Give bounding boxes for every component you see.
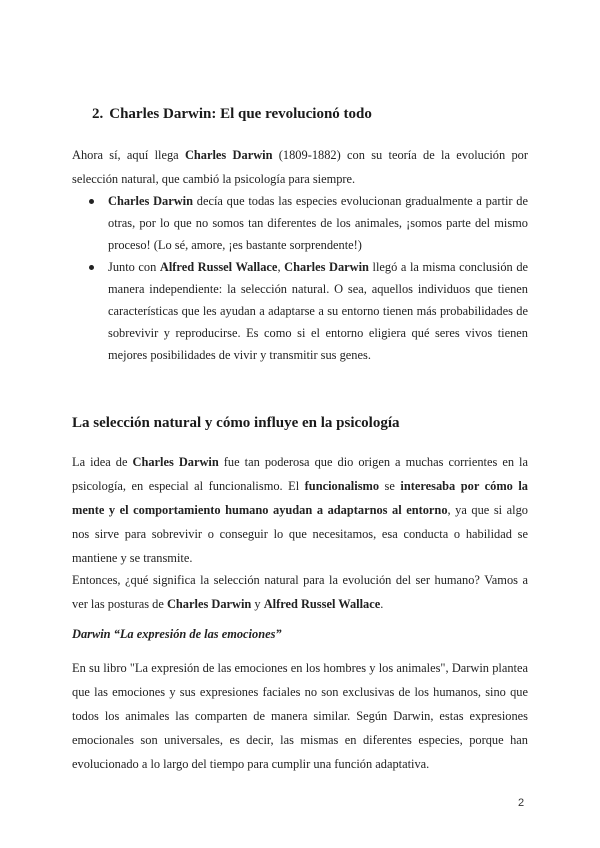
subsection-heading: La selección natural y cómo influye en la psicología <box>72 415 400 431</box>
text-run: se <box>379 479 401 493</box>
bullet-list <box>72 190 528 366</box>
bold-phrase: interesaba por cómo la mente y el comportamiento humano ayudan a adaptarnos al entorno <box>72 479 528 517</box>
list-item <box>72 190 528 256</box>
page-number: 2 <box>518 797 525 809</box>
bold-term: funcionalismo <box>304 479 380 493</box>
text-run: Ahora sí, aquí llega <box>72 148 185 162</box>
bold-name: Alfred Russel Wallace <box>263 597 381 611</box>
bullet-icon <box>89 265 94 270</box>
bold-name: Charles Darwin <box>132 455 219 469</box>
question-paragraph <box>72 568 528 616</box>
text-run: (1809-1882) con su teoría de la evolución por selección natural, que cambió la psicología para siempre. <box>72 148 528 186</box>
text-run: Junto con <box>108 260 160 274</box>
text-run: Entonces, ¿qué significa la selección natural para la evolución del ser humano? Vamos a ver las posturas de <box>72 573 528 611</box>
italic-subheading: Darwin “La expresión de las emociones” <box>72 627 282 641</box>
text-run: , <box>277 260 285 274</box>
bold-name: Charles Darwin <box>284 260 369 274</box>
section-heading <box>92 106 372 123</box>
text-run: llegó a la misma conclusión de manera independiente: la selección natural. O sea, aquellos individuos que tienen características que les ayudan a adaptarse a su entorno tienen más probabilidades de sobrevivir y reproducirse. Es como si el entorno eligiera qué seres vivos tienen mejores posibilidades de vivir y transmitir sus genes. <box>108 260 529 362</box>
functionalism-paragraph <box>72 450 528 570</box>
text-run: fue tan poderosa que dio origen a muchas corrientes en la psicología, en especial al funcionalismo. El <box>72 455 528 493</box>
text-run: La idea de <box>72 455 133 469</box>
section-number: 2. <box>92 106 104 122</box>
text-run: y <box>251 597 264 611</box>
emotions-paragraph: En su libro "La expresión de las emociones en los hombres y los animales", Darwin plantea que las emociones y sus expresiones faciales no son exclusivas de los humanos, sino que todos los animales las comparten de manera similar. Según Darwin, estas expresiones emocionales son universales, es decir, las mismas en diferentes especies, porque han evolucionado a lo largo del tiempo para cumplir una función adaptativa. <box>72 661 528 771</box>
bold-name: Charles Darwin <box>108 194 193 208</box>
bold-name: Charles Darwin <box>166 597 252 611</box>
bold-name: Alfred Russel Wallace <box>159 260 278 274</box>
list-item <box>72 256 528 366</box>
text-run: . <box>380 597 384 611</box>
bullet-icon <box>89 199 94 204</box>
intro-paragraph <box>72 143 528 191</box>
section-title: Charles Darwin: El que revolucionó todo <box>109 106 372 122</box>
text-run: decía que todas las especies evolucionan gradualmente a partir de otras, por lo que no somos tan diferentes de los animales, ¡somos parte del mismo proceso! (Lo sé, amore, ¡es bastante sorprendente!) <box>108 194 528 252</box>
bold-name: Charles Darwin <box>184 148 273 162</box>
text-run: , ya que si algo nos sirve para sobrevivir o conseguir lo que necesitamos, esa conducta o habilidad se mantiene y se transmite. <box>72 503 528 565</box>
